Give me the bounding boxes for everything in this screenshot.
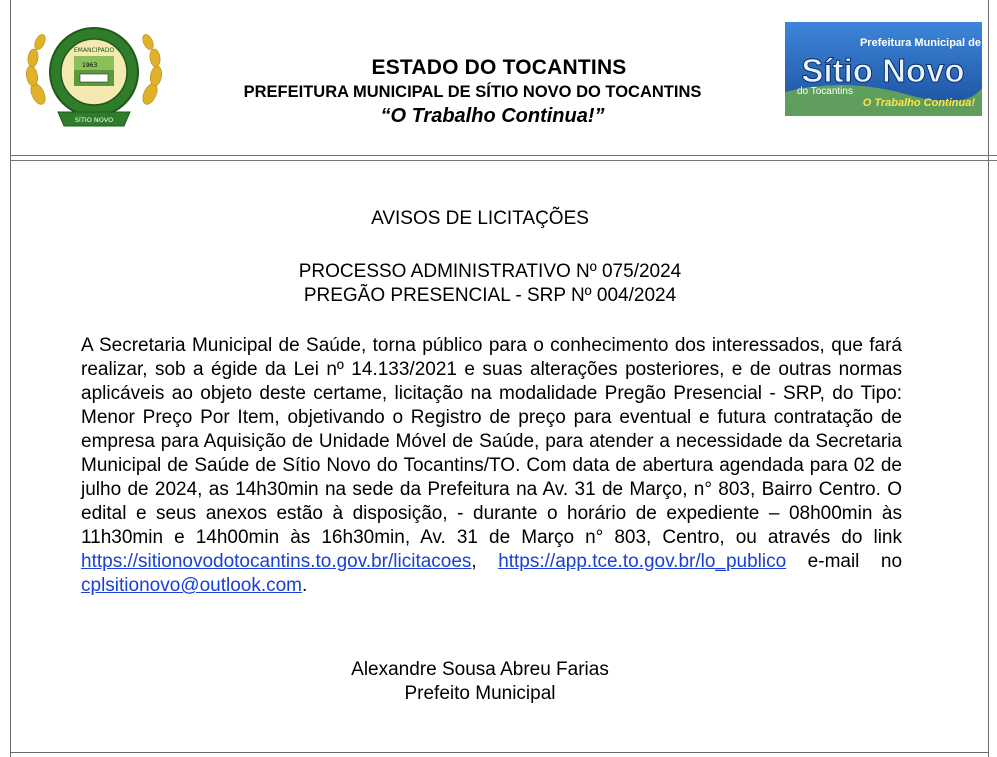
frame-bottom-border — [10, 752, 989, 753]
licitacoes-link[interactable]: https://sitionovodotocantins.to.gov.br/licitacoes — [81, 551, 472, 572]
brand-line2: Sítio Novo — [801, 52, 965, 89]
header-state-title: ESTADO DO TOCANTINS — [371, 56, 627, 79]
email-prefix: e-mail no — [807, 551, 903, 572]
signatory-name: Alexandre Sousa Abreu Farias — [351, 659, 609, 680]
tce-link[interactable]: https://app.tce.to.gov.br/lo_publico — [498, 551, 787, 572]
header-divider-bottom — [10, 160, 997, 161]
brand-line4: O Trabalho Continua! — [862, 97, 975, 109]
prefeitura-brand-logo — [785, 22, 982, 116]
brand-line3: do Tocantins — [797, 86, 853, 97]
seal-ribbon-label: SÍTIO NOVO — [74, 116, 114, 124]
signatory-role: Prefeito Municipal — [404, 683, 556, 704]
frame-left-border — [10, 0, 11, 757]
email-link[interactable]: cplsitionovo@outlook.com — [81, 575, 303, 596]
seal-top-label: EMANCIPADO — [73, 47, 115, 54]
notice-auction-number: PREGÃO PRESENCIAL - SRP Nº 004/2024 — [303, 285, 677, 306]
header-divider-top — [10, 155, 997, 156]
seal-year: 1963 — [82, 62, 98, 69]
signature-block — [300, 658, 660, 706]
notice-title: AVISOS DE LICITAÇÕES — [371, 208, 589, 229]
municipal-seal-logo — [20, 16, 168, 134]
header-slogan: “O Trabalho Continua!” — [380, 105, 605, 127]
body-end: . — [302, 575, 308, 596]
notice-body-paragraph — [81, 334, 902, 598]
frame-right-border — [988, 0, 989, 757]
notice-body-text: A Secretaria Municipal de Saúde, torna público para o conhecimento dos interessados, que fará realizar, sob a égide da Lei nº 14.133/2021 e suas alterações posteriores, e de outras normas aplicáveis ao objeto deste certame, licitação na modalidade Pregão Presencial - SRP, do Tipo: Menor Preço Por Item, objetivando o Registro de preço para eventual e futura contratação de empresa para Aquisição de Unidade Móvel de Saúde, para atender a necessidade da Secretaria Municipal de Saúde de Sítio Novo do Tocantins/TO. Com data de abertura agendada para 02 de julho de 2024, as 14h30min na sede da Prefeitura na Av. 31 de Março, n° 803, Bairro Centro. O edital e seus anexos estão à disposição, - durante o horário de expediente – 08h00min às 11h30min e 14h00min às 16h30min, Av. 31 de Março n° 803, Centro, ou através do link — [81, 335, 902, 548]
notice-process-block — [200, 260, 780, 308]
header-prefecture-title: PREFEITURA MUNICIPAL DE SÍTIO NOVO DO TOCANTINS — [243, 83, 702, 101]
link-separator: , — [471, 551, 477, 572]
notice-body — [81, 334, 902, 598]
notice-process-number: PROCESSO ADMINISTRATIVO Nº 075/2024 — [298, 261, 682, 282]
brand-line1: Prefeitura Municipal de — [859, 37, 981, 49]
